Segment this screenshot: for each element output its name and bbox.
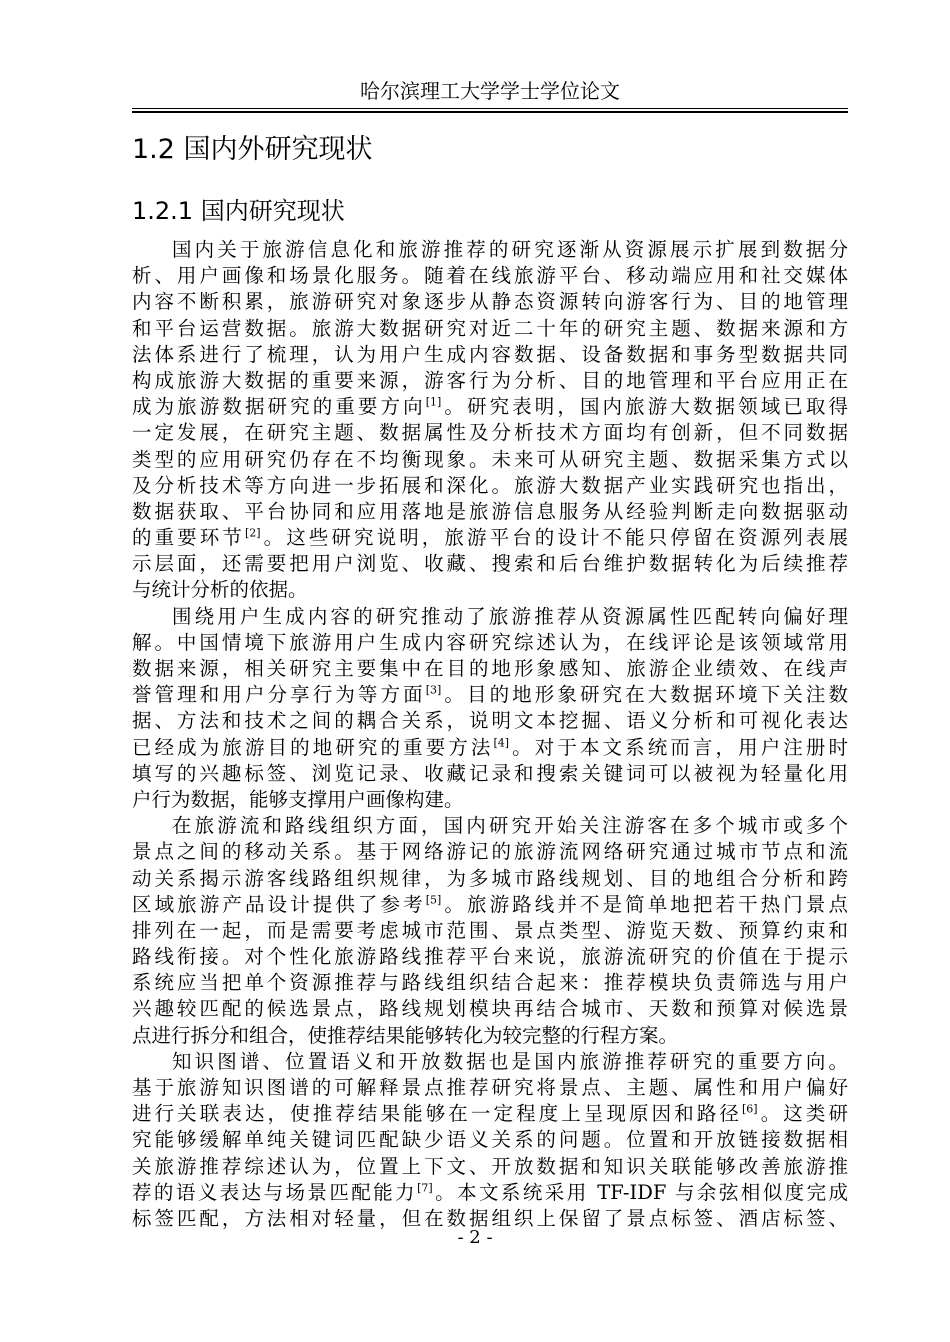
- text-line: 户行为数据，能够支撑用户画像构建。: [132, 787, 464, 811]
- text-line: 数据获取、平台协同和应用落地是旅游信息服务从经验判断走向数据驱动: [132, 499, 848, 523]
- text-line: 究能够缓解单纯关键词匹配缺少语义关系的问题。位置和开放链接数据相: [132, 1128, 848, 1152]
- text-line: 构成旅游大数据的重要来源，游客行为分析、目的地管理和平台应用正在: [132, 368, 848, 392]
- text-line: 基于旅游知识图谱的可解释景点推荐研究将景点、主题、属性和用户偏好: [132, 1076, 848, 1099]
- text-line: 景点之间的移动关系。基于网络游记的旅游流网络研究通过城市节点和流: [132, 840, 848, 864]
- text-line: 排列在一起，而是需要考虑城市范围、景点类型、游览天数、预算约束和: [132, 918, 848, 942]
- section-heading: 1.2 国内外研究现状: [132, 134, 373, 165]
- citation-ref: [4]: [493, 736, 510, 750]
- text-line: 兴趣较匹配的候选景点，路线规划模块再结合城市、天数和预算对候选景: [132, 997, 848, 1021]
- text-line: 知识图谱、位置语义和开放数据也是国内旅游推荐研究的重要方向。: [172, 1049, 848, 1073]
- citation-ref: [2]: [244, 526, 261, 540]
- citation-ref: [3]: [425, 683, 442, 697]
- header-rule-thin: [132, 108, 848, 109]
- text-line: 内容不断积累，旅游研究对象逐步从静态资源转向游客行为、目的地管理: [132, 290, 848, 314]
- body-text: [132, 237, 848, 1232]
- text-line: 及分析技术等方向进一步拓展和深化。旅游大数据产业实践研究也指出，: [132, 473, 848, 497]
- text-line: 誉管理和用户分享行为等方面[3]。目的地形象研究在大数据环境下关注数: [132, 683, 848, 707]
- citation-ref: [1]: [425, 395, 442, 409]
- header-rule-thick: [132, 111, 848, 113]
- text-line: 路线衔接。对个性化旅游路线推荐平台来说，旅游流研究的价值在于提示: [132, 945, 848, 969]
- text-line: 据、方法和技术之间的耦合关系，说明文本挖掘、语义分析和可视化表达: [132, 709, 848, 733]
- text-line: 已经成为旅游目的地研究的重要方法[4]。对于本文系统而言，用户注册时: [132, 735, 848, 759]
- text-line: 类型的应用研究仍存在不均衡现象。未来可从研究主题、数据采集方式以: [132, 447, 848, 471]
- citation-ref: [6]: [742, 1102, 758, 1116]
- text-line: 成为旅游数据研究的重要方向[1]。研究表明，国内旅游大数据领域已取得: [132, 395, 848, 419]
- text-line: 国内关于旅游信息化和旅游推荐的研究逐渐从资源展示扩展到数据分: [172, 238, 848, 261]
- text-line: 填写的兴趣标签、浏览记录、收藏记录和搜索关键词可以被视为轻量化用: [132, 761, 848, 785]
- citation-ref: [5]: [425, 893, 442, 907]
- text-line: 进行关联表达，使推荐结果能够在一定程度上呈现原因和路径[6]。这类研: [132, 1102, 848, 1126]
- running-header: 哈尔滨理工大学学士学位论文: [360, 79, 620, 103]
- text-line: 系统应当把单个资源推荐与路线组织结合起来：推荐模块负责筛选与用户: [132, 971, 848, 995]
- text-line: 解。中国情境下旅游用户生成内容研究综述认为，在线评论是该领域常用: [132, 630, 848, 654]
- text-line: 标签匹配，方法相对轻量，但在数据组织上保留了景点标签、酒店标签、: [132, 1206, 848, 1230]
- text-line: 荐的语义表达与场景匹配能力[7]。本文系统采用 TF-IDF 与余弦相似度完成: [132, 1180, 848, 1204]
- text-line: 和平台运营数据。旅游大数据研究对近二十年的研究主题、数据来源和方: [132, 316, 848, 340]
- subsection-heading: 1.2.1 国内研究现状: [132, 197, 345, 225]
- text-line: 数据来源，相关研究主要集中在目的地形象感知、旅游企业绩效、在线声: [132, 657, 848, 680]
- text-line: 关旅游推荐综述认为，位置上下文、开放数据和知识关联能够改善旅游推: [132, 1154, 848, 1178]
- text-line: 点进行拆分和组合，使推荐结果能够转化为较完整的行程方案。: [132, 1023, 679, 1047]
- text-line: 在旅游流和路线组织方面，国内研究开始关注游客在多个城市或多个: [172, 814, 848, 838]
- text-line: 的重要环节[2]。这些研究说明，旅游平台的设计不能只停留在资源列表展: [132, 526, 848, 550]
- text-line: 与统计分析的依据。: [132, 578, 308, 602]
- text-line: 一定发展，在研究主题、数据属性及分析技术方面均有创新，但不同数据: [132, 421, 848, 445]
- citation-ref: [7]: [417, 1181, 433, 1195]
- text-line: 法体系进行了梳理，认为用户生成内容数据、设备数据和事务型数据共同: [132, 342, 848, 366]
- text-line: 区域旅游产品设计提供了参考[5]。旅游路线并不是简单地把若干热门景点: [132, 892, 848, 916]
- text-line: 示层面，还需要把用户浏览、收藏、搜索和后台维护数据转化为后续推荐: [132, 552, 848, 576]
- text-line: 动关系揭示游客线路组织规律，为多城市路线规划、目的地组合分析和跨: [132, 866, 848, 890]
- text-line: 析、用户画像和场景化服务。随着在线旅游平台、移动端应用和社交媒体: [132, 264, 848, 288]
- page-number: - 2 -: [457, 1227, 493, 1248]
- text-line: 围绕用户生成内容的研究推动了旅游推荐从资源属性匹配转向偏好理: [172, 604, 848, 628]
